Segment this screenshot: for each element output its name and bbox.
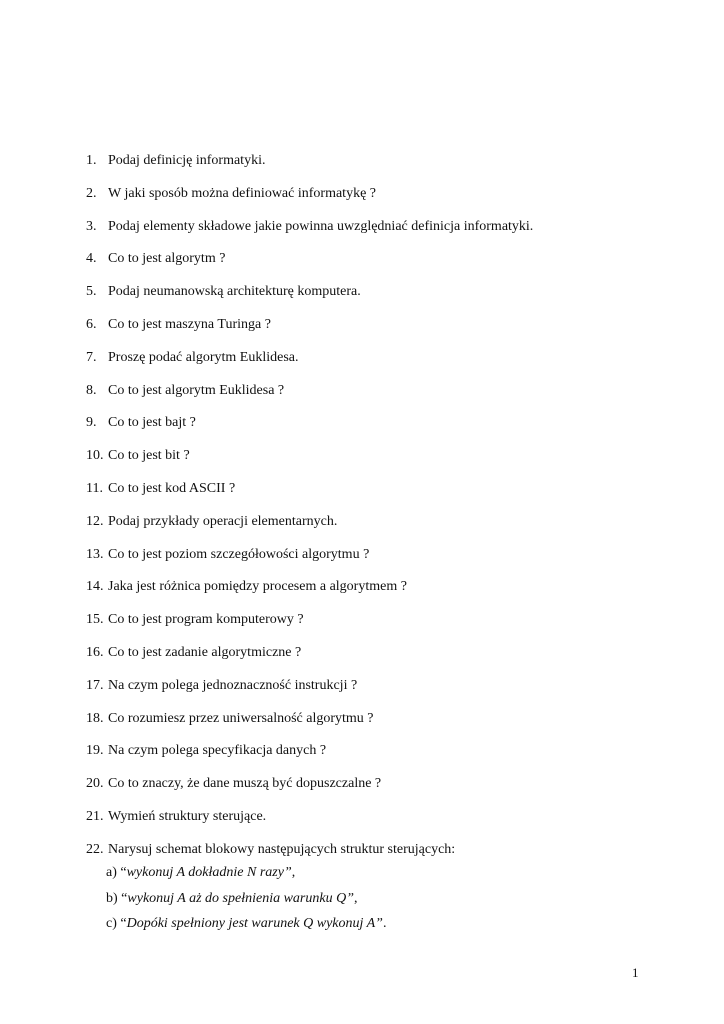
- question-text: Podaj elementy składowe jakie powinna uwzględniać definicja informatyki.: [108, 218, 534, 234]
- question-text: Podaj definicję informatyki.: [108, 153, 266, 168]
- sub-item: [106, 863, 386, 889]
- question-text: W jaki sposób można definiować informatykę ?: [108, 185, 376, 201]
- question-text: Co to jest zadanie algorytmiczne ?: [108, 644, 302, 660]
- sub-item-prefix: a) “: [106, 865, 127, 880]
- question-item: [86, 151, 686, 184]
- question-text: Co to jest bajt ?: [108, 415, 196, 431]
- question-number: 9.: [86, 415, 97, 431]
- question-number: 1.: [86, 153, 97, 168]
- question-number: 2.: [86, 185, 97, 201]
- sub-item-prefix: c) “: [106, 916, 127, 931]
- question-number: 21.: [86, 808, 104, 824]
- question-item: [86, 577, 686, 610]
- question-item: [86, 807, 686, 840]
- sub-item-prefix: b) “: [106, 890, 128, 906]
- question-item: [86, 381, 686, 414]
- question-number: 20.: [86, 776, 104, 792]
- question-item: [86, 643, 686, 676]
- question-item: [86, 249, 686, 282]
- question-item: [86, 545, 686, 578]
- question-text: Narysuj schemat blokowy następujących struktur sterujących:: [108, 841, 456, 857]
- question-item: [86, 479, 686, 512]
- sub-item-italic: wykonuj A dokładnie N razy”: [126, 865, 292, 880]
- question-text: Co to jest algorytm Euklidesa ?: [108, 382, 285, 398]
- question-text: Na czym polega jednoznaczność instrukcji ?: [108, 677, 358, 693]
- sub-item-suffix: .: [382, 916, 387, 931]
- question-text: Proszę podać algorytm Euklidesa.: [108, 349, 299, 365]
- question-number: 16.: [86, 644, 104, 660]
- question-number: 4.: [86, 251, 97, 267]
- question-number: 22.: [86, 841, 104, 857]
- question-number: 7.: [86, 349, 97, 365]
- question-item: [86, 774, 686, 807]
- sub-item-italic: wykonuj A aż do spełnienia warunku Q”: [127, 890, 354, 906]
- question-item: [86, 610, 686, 643]
- question-number: 3.: [86, 218, 97, 234]
- question-number: 11.: [86, 480, 103, 496]
- sub-item-list: [106, 863, 386, 940]
- question-number: 10.: [86, 448, 104, 464]
- question-text: Co to znaczy, że dane muszą być dopuszczalne ?: [108, 776, 382, 792]
- question-text: Co to jest program komputerowy ?: [108, 612, 304, 628]
- question-item: [86, 184, 686, 217]
- question-number: 17.: [86, 677, 104, 693]
- sub-item-italic: Dopóki spełniony jest warunek Q wykonuj A”: [126, 916, 383, 931]
- question-text: Co to jest algorytm ?: [108, 251, 226, 267]
- question-item: [86, 348, 686, 381]
- question-item: [86, 709, 686, 742]
- question-number: 15.: [86, 612, 104, 628]
- question-text: Podaj neumanowską architekturę komputera.: [108, 284, 361, 300]
- question-text: Co to jest poziom szczegółowości algorytmu ?: [108, 546, 370, 562]
- question-number: 6.: [86, 316, 97, 332]
- question-item: [86, 512, 686, 545]
- question-item: [86, 741, 686, 774]
- sub-item-suffix: ,: [353, 890, 358, 906]
- question-list: [86, 151, 686, 873]
- question-text: Co to jest bit ?: [108, 448, 190, 464]
- question-item: [86, 282, 686, 315]
- question-number: 19.: [86, 743, 104, 759]
- question-number: 5.: [86, 284, 97, 300]
- page-number: 1: [632, 965, 639, 980]
- question-text: Co rozumiesz przez uniwersalność algorytmu ?: [108, 710, 374, 726]
- question-text: Podaj przykłady operacji elementarnych.: [108, 513, 338, 529]
- question-number: 14.: [86, 579, 104, 595]
- question-text: Co to jest kod ASCII ?: [108, 480, 236, 496]
- question-text: Wymień struktury sterujące.: [108, 808, 267, 824]
- question-item: [86, 315, 686, 348]
- question-number: 13.: [86, 546, 104, 562]
- question-item: [86, 217, 686, 250]
- question-number: 8.: [86, 382, 97, 398]
- sub-item: [106, 914, 386, 940]
- question-text: Na czym polega specyfikacja danych ?: [108, 743, 327, 759]
- question-number: 12.: [86, 513, 104, 529]
- question-item: [86, 413, 686, 446]
- question-item: [86, 676, 686, 709]
- sub-item-suffix: ,: [291, 865, 296, 880]
- sub-item: [106, 889, 386, 915]
- question-number: 18.: [86, 710, 104, 726]
- question-text: Co to jest maszyna Turinga ?: [108, 316, 271, 332]
- question-text: Jaka jest różnica pomiędzy procesem a algorytmem ?: [108, 579, 407, 595]
- question-item: [86, 446, 686, 479]
